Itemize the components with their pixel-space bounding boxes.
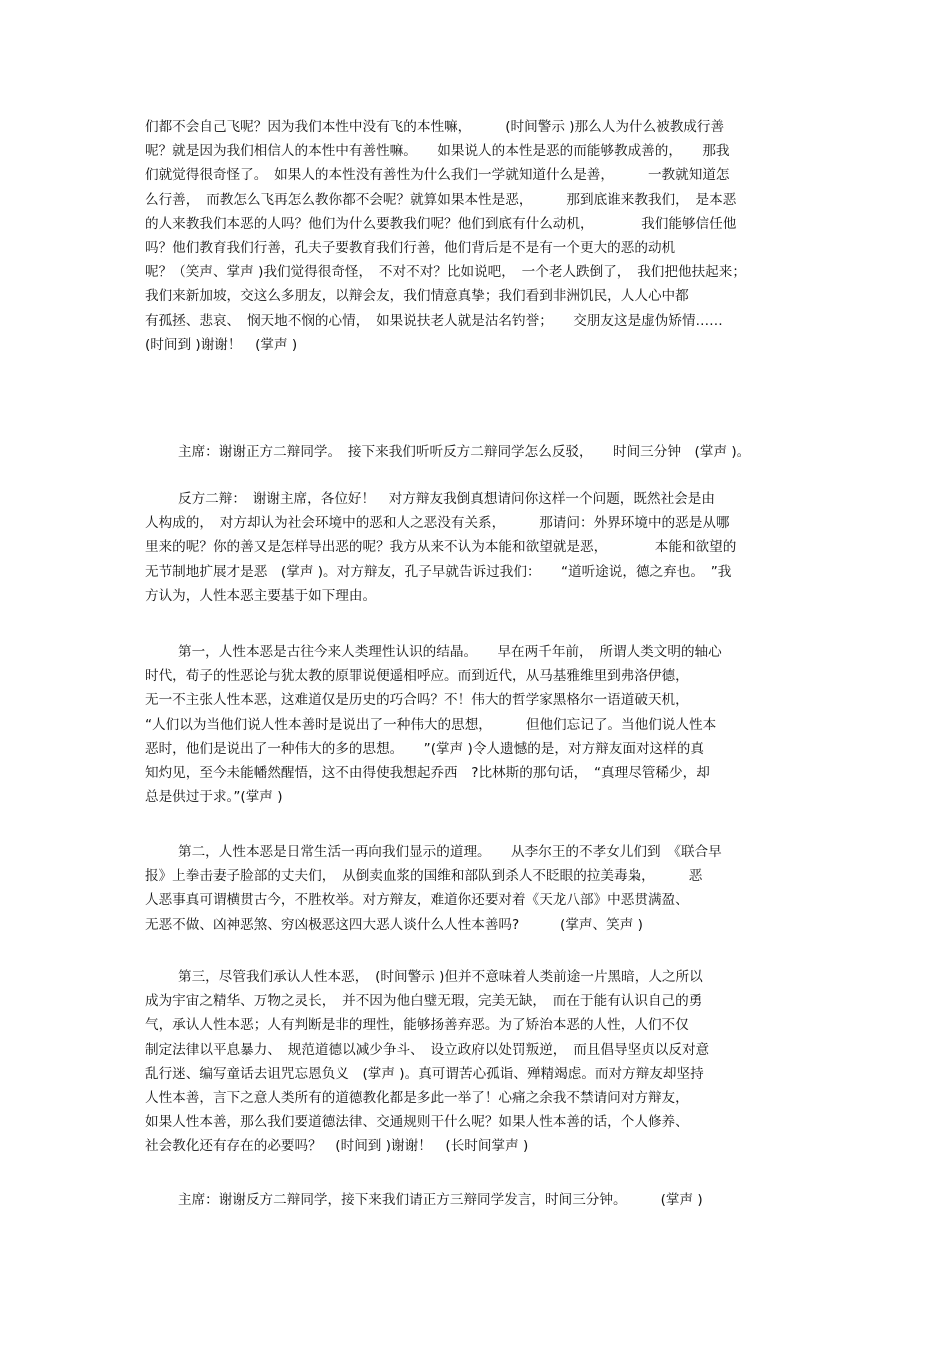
text-line: 人性本善，言下之意人类所有的道德教化都是多此一举了！心痛之余我不禁请问对方辩友， [145,1089,689,1106]
text-line: 人构成的， 对方却认为社会环境中的恶和人之恶没有关系， 那请问：外界环境中的恶是从哪 [145,515,730,532]
text-line: 第一，人性本恶是古往今来人类理性认识的结晶。 早在两千年前， 所谓人类文明的轴心 [178,644,722,660]
text-line: 呢？（笑声、掌声 )我们觉得很奇怪， 不对不对？比如说吧， 一个老人跌倒了， 我们把他扶起来； [145,264,746,281]
text-line: 无节制地扩展才是恶 (掌声 )。对方辩友，孔子早就告诉过我们： “道听途说，德之弃也。 ”我 [145,563,732,580]
text-line: “人们以为当他们说人性本善时是说出了一种伟大的思想， 但他们忘记了。当他们说人性本 [145,716,717,733]
text-line: 总是供过于求。”(掌声 ) [145,789,283,806]
text-line: 第二，人性本恶是日常生活一再向我们显示的道理。 从李尔王的不孝女儿们到 《联合早 [178,844,722,860]
text-line: 方认为，人性本恶主要基于如下理由。 [145,587,377,604]
text-line: 有孤拯、悲哀、 悯天地不悯的心情， 如果说扶老人就是沽名钓誉； 交朋友这是虚伪矫情…… [145,312,723,329]
text-line: 我们来新加坡，交这么多朋友，以辩会友，我们情意真挚；我们看到非洲饥民，人人心中都 [145,288,689,305]
paragraph-chair-remark-1 [145,440,810,464]
text-line: 的人来教我们本恶的人吗？他们为什么要教我们呢？他们到底有什么动机， 我们能够信任他 [145,215,737,232]
text-line: 反方二辩： 谢谢主席，各位好！ 对方辩友我倒真想请问你这样一个问题，既然社会是由 [178,491,715,507]
text-line: 知灼见，至今未能幡然醒悟，这不由得使我想起乔西 ?比林斯的那句话， “真理尽管稀少，却 [145,764,710,781]
text-line: 乱行迷、编写童话去诅咒忘恩负义 (掌声 )。真可谓苦心孤诣、殚精竭虑。而对方辩友却坚持 [145,1065,704,1082]
text-line: 社会教化还有存在的必要吗？ (时间到 )谢谢！ (长时间掌声 ) [145,1138,529,1155]
text-line: 主席：谢谢反方二辩同学，接下来我们请正方三辩同学发言，时间三分钟。 (掌声 ) [178,1192,703,1208]
text-line: 气，承认人性本恶；人有判断是非的理性，能够扬善弃恶。为了矫治本恶的人性，人们不仅 [145,1017,689,1034]
text-line: 无一不主张人性本恶，这难道仅是历史的巧合吗？不！伟大的哲学家黑格尔一语道破天机， [145,692,689,709]
paragraph-zhengfang-erbian-ending [145,115,810,357]
text-line: (时间到 )谢谢！ (掌声 ) [145,336,298,353]
text-line: 如果人性本善，那么我们要道德法律、交通规则干什么呢？如果人性本善的话，个人修养、 [145,1114,689,1131]
text-line: 制定法律以平息暴力、 规范道德以减少争斗、 设立政府以处罚叛逆， 而且倡导坚贞以反对意 [145,1041,710,1058]
text-line: 第三，尽管我们承认人性本恶， (时间警示 )但并不意味着人类前途一片黑暗，人之所以 [178,969,703,985]
text-line: 么行善， 而教怎么飞再怎么教你都不会呢？就算如果本性是恶， 那到底谁来教我们， 是本恶 [145,191,737,208]
text-line: 吗？他们教育我们行善，孔夫子要教育我们行善，他们背后是不是有一个更大的恶的动机 [145,239,676,256]
paragraph-chair-remark-2 [145,1188,810,1212]
text-line: 恶时，他们是说出了一种伟大的多的思想。 ”(掌声 )令人遗憾的是，对方辩友面对这样的真 [145,740,704,757]
text-line: 主席：谢谢正方二辩同学。 接下来我们听听反方二辩同学怎么反驳， 时间三分钟 (掌声 )。 [178,444,751,460]
text-line: 呢？就是因为我们相信人的本性中有善性嘛。 如果说人的本性是恶的而能够教成善的， 那我 [145,143,730,160]
paragraph-fanfang-erbian-opening [145,487,810,608]
text-line: 报》上拳击妻子脸部的丈夫们， 从倒卖血浆的国维和部队到杀人不眨眼的拉美毒枭， 恶 [145,868,703,885]
text-line: 们都不会自己飞呢？因为我们本性中没有飞的本性嘛， (时间警示 )那么人为什么被教成行善 [145,119,725,135]
text-line: 成为宇宙之精华、万物之灵长， 并不因为他白璧无瑕，完美无缺， 而在于能有认识自己的勇 [145,993,703,1010]
text-line: 人恶事真可谓横贯古今，不胜枚举。对方辩友，难道你还要对着《天龙八部》中恶贯满盈、 [145,892,689,909]
text-line: 里来的呢？你的善又是怎样导出恶的呢？我方从来不认为本能和欲望就是恶， 本能和欲望的 [145,539,737,556]
paragraph-point-one [145,640,810,809]
paragraph-point-two [145,840,810,937]
text-line: 时代，荀子的性恶论与犹太教的原罪说便遥相呼应。而到近代，从马基雅维里到弗洛伊德， [145,668,689,685]
text-line: 无恶不做、凶神恶煞、穷凶极恶这四大恶人谈什么人性本善吗? (掌声、笑声 ) [145,916,643,933]
paragraph-point-three [145,965,810,1159]
text-line: 们就觉得很奇怪了。 如果人的本性没有善性为什么我们一学就知道什么是善， 一教就知道怎 [145,167,730,184]
